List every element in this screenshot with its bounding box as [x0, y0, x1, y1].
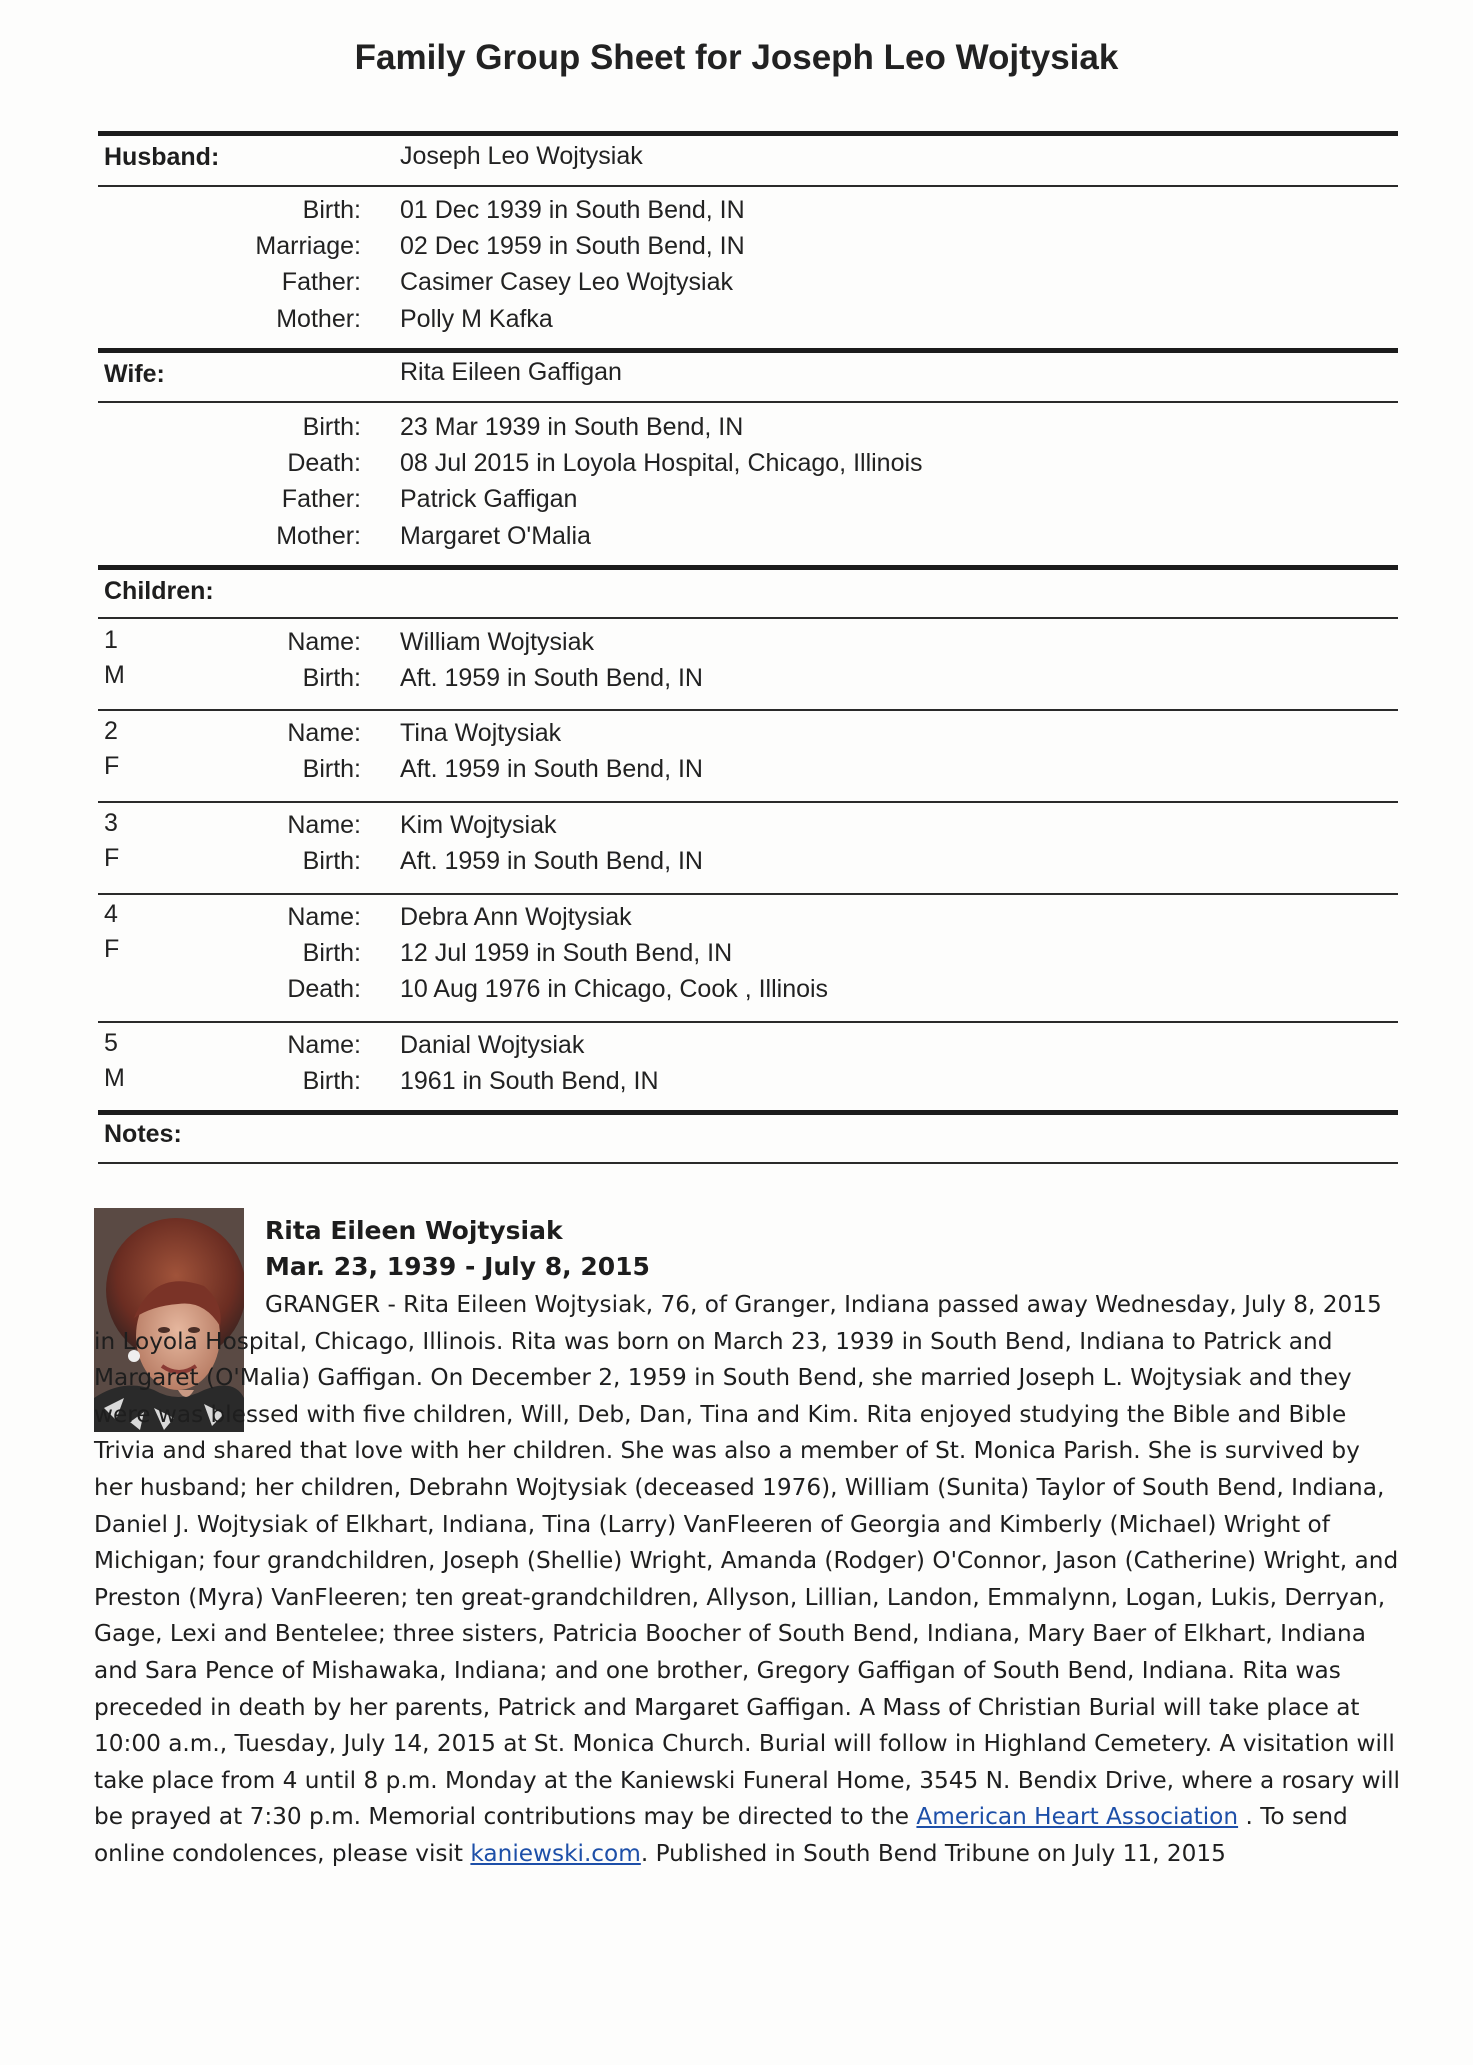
child-name-label: Name:: [287, 903, 361, 931]
child-birth-label: Birth:: [302, 1067, 361, 1095]
child-birth-value: 1961 in South Bend, IN: [400, 1067, 659, 1095]
page-title: Family Group Sheet for Joseph Leo Wojtysiak: [354, 38, 1119, 77]
child-name-value: William Wojtysiak: [400, 628, 594, 656]
wife-mother-value: Margaret O'Malia: [400, 522, 591, 550]
divider: [98, 617, 1398, 619]
divider: [98, 893, 1398, 895]
child-name-value: Debra Ann Wojtysiak: [400, 903, 632, 931]
wife-father-value: Patrick Gaffigan: [400, 485, 578, 513]
child-sex: M: [104, 1064, 125, 1092]
wife-death-value: 08 Jul 2015 in Loyola Hospital, Chicago, Illinois: [400, 449, 923, 477]
divider: [98, 1021, 1398, 1023]
child-number: 2: [104, 717, 118, 745]
section-rule: [98, 1110, 1398, 1115]
child-birth-label: Birth:: [302, 939, 361, 967]
husband-birth-label: Birth:: [302, 196, 361, 224]
husband-father-label: Father:: [281, 268, 361, 296]
husband-label: Husband:: [104, 143, 220, 171]
wife-label: Wife:: [104, 360, 165, 388]
wife-father-label: Father:: [281, 485, 361, 513]
child-name-label: Name:: [287, 1031, 361, 1059]
wife-name: Rita Eileen Gaffigan: [400, 358, 622, 386]
wife-mother-label: Mother:: [276, 522, 361, 550]
child-name-value: Tina Wojtysiak: [400, 719, 562, 747]
husband-mother-label: Mother:: [276, 305, 361, 333]
child-birth-value: Aft. 1959 in South Bend, IN: [400, 664, 703, 692]
child-number: 1: [104, 626, 118, 654]
child-number: 3: [104, 809, 118, 837]
section-rule: [98, 131, 1398, 136]
child-name-label: Name:: [287, 628, 361, 656]
divider: [98, 185, 1398, 187]
child-sex: F: [104, 752, 120, 780]
child-birth-value: 12 Jul 1959 in South Bend, IN: [400, 939, 733, 967]
child-birth-value: Aft. 1959 in South Bend, IN: [400, 847, 703, 875]
husband-mother-value: Polly M Kafka: [400, 305, 553, 333]
child-name-value: Danial Wojtysiak: [400, 1031, 585, 1059]
obituary-text-end: . Published in South Bend Tribune on July 11, 2015: [640, 1839, 1226, 1867]
american-heart-association-link[interactable]: American Heart Association: [916, 1803, 1239, 1831]
obituary-text: GRANGER - Rita Eileen Wojtysiak, 76, of Granger, Indiana passed away Wednesday, July 8, 2015 in Loyola Hospital, Chicago, Illinois. Rita was born on March 23, 1939 in South Bend, Indiana to Patrick and Margaret (O'Malia) Gaffigan. On December 2, 1959 in South Bend, she married Joseph L. Wojtysiak and they were was blessed with five children, Will, Deb, Dan, Tina and Kim. Rita enjoyed studying the Bible and Bible Trivia and shared that love with her children. She was also a member of St. Monica Parish. She is survived by her husband; her children, Debrahn Wojtysiak (deceased 1976), William (Sunita) Taylor of South Bend, Indiana, Daniel J. Wojtysiak of Elkhart, Indiana, Tina (Larry) VanFleeren of Georgia and Kimberly (Michael) Wright of Michigan; four grandchildren, Joseph (Shellie) Wright, Amanda (Rodger) O'Connor, Jason (Catherine) Wright, and Preston (Myra) VanFleeren; ten great-grandchildren, Allyson, Lillian, Landon, Emmalynn, Logan, Lukis, Derryan, Gage, Lexi and Bentelee; three sisters, Patricia Boocher of South Bend, Indiana, Mary Baer of Elkhart, Indiana and Sara Pence of Mishawaka, Indiana; and one brother, Gregory Gaffigan of South Bend, Indiana. Rita was preceded in death by her parents, Patrick and Margaret Gaffigan. A Mass of Christian Burial will take place at 10:00 a.m., Tuesday, July 14, 2015 at St. Monica Church. Burial will follow in Highland Cemetery. A visitation will take place from 4 until 8 p.m. Monday at the Kaniewski Funeral Home, 3545 N. Bendix Drive, where a rosary will be prayed at 7:30 p.m. Memorial contributions may be directed to the: [94, 1291, 1400, 1831]
child-number: 5: [104, 1029, 118, 1057]
obituary-text-middle: . To send online condolences, please visit: [94, 1803, 1348, 1867]
obituary-body: [94, 1287, 1404, 1873]
section-rule: [98, 565, 1398, 570]
child-birth-label: Birth:: [302, 755, 361, 783]
children-label: Children:: [104, 577, 214, 605]
divider: [98, 1162, 1398, 1164]
wife-birth-value: 23 Mar 1939 in South Bend, IN: [400, 413, 744, 441]
child-birth-label: Birth:: [302, 664, 361, 692]
wife-death-label: Death:: [287, 449, 361, 477]
child-sex: F: [104, 935, 120, 963]
child-sex: M: [104, 661, 125, 689]
child-death-value: 10 Aug 1976 in Chicago, Cook , Illinois: [400, 975, 829, 1003]
husband-birth-value: 01 Dec 1939 in South Bend, IN: [400, 196, 745, 224]
kaniewski-link[interactable]: kaniewski.com: [470, 1839, 641, 1867]
divider: [98, 709, 1398, 711]
notes-label: Notes:: [104, 1120, 182, 1148]
divider: [98, 401, 1398, 403]
husband-father-value: Casimer Casey Leo Wojtysiak: [400, 268, 733, 296]
section-rule: [98, 348, 1398, 353]
child-name-label: Name:: [287, 811, 361, 839]
child-birth-value: Aft. 1959 in South Bend, IN: [400, 755, 703, 783]
wife-birth-label: Birth:: [302, 413, 361, 441]
husband-name: Joseph Leo Wojtysiak: [400, 142, 643, 170]
child-birth-label: Birth:: [302, 847, 361, 875]
husband-marriage-value: 02 Dec 1959 in South Bend, IN: [400, 232, 745, 260]
child-death-label: Death:: [287, 975, 361, 1003]
child-number: 4: [104, 900, 118, 928]
child-name-value: Kim Wojtysiak: [400, 811, 557, 839]
child-name-label: Name:: [287, 719, 361, 747]
child-sex: F: [104, 844, 120, 872]
obituary-dates: Mar. 23, 1939 - July 8, 2015: [265, 1252, 650, 1281]
husband-marriage-label: Marriage:: [255, 232, 361, 260]
obituary-name: Rita Eileen Wojtysiak: [265, 1216, 563, 1245]
divider: [98, 801, 1398, 803]
